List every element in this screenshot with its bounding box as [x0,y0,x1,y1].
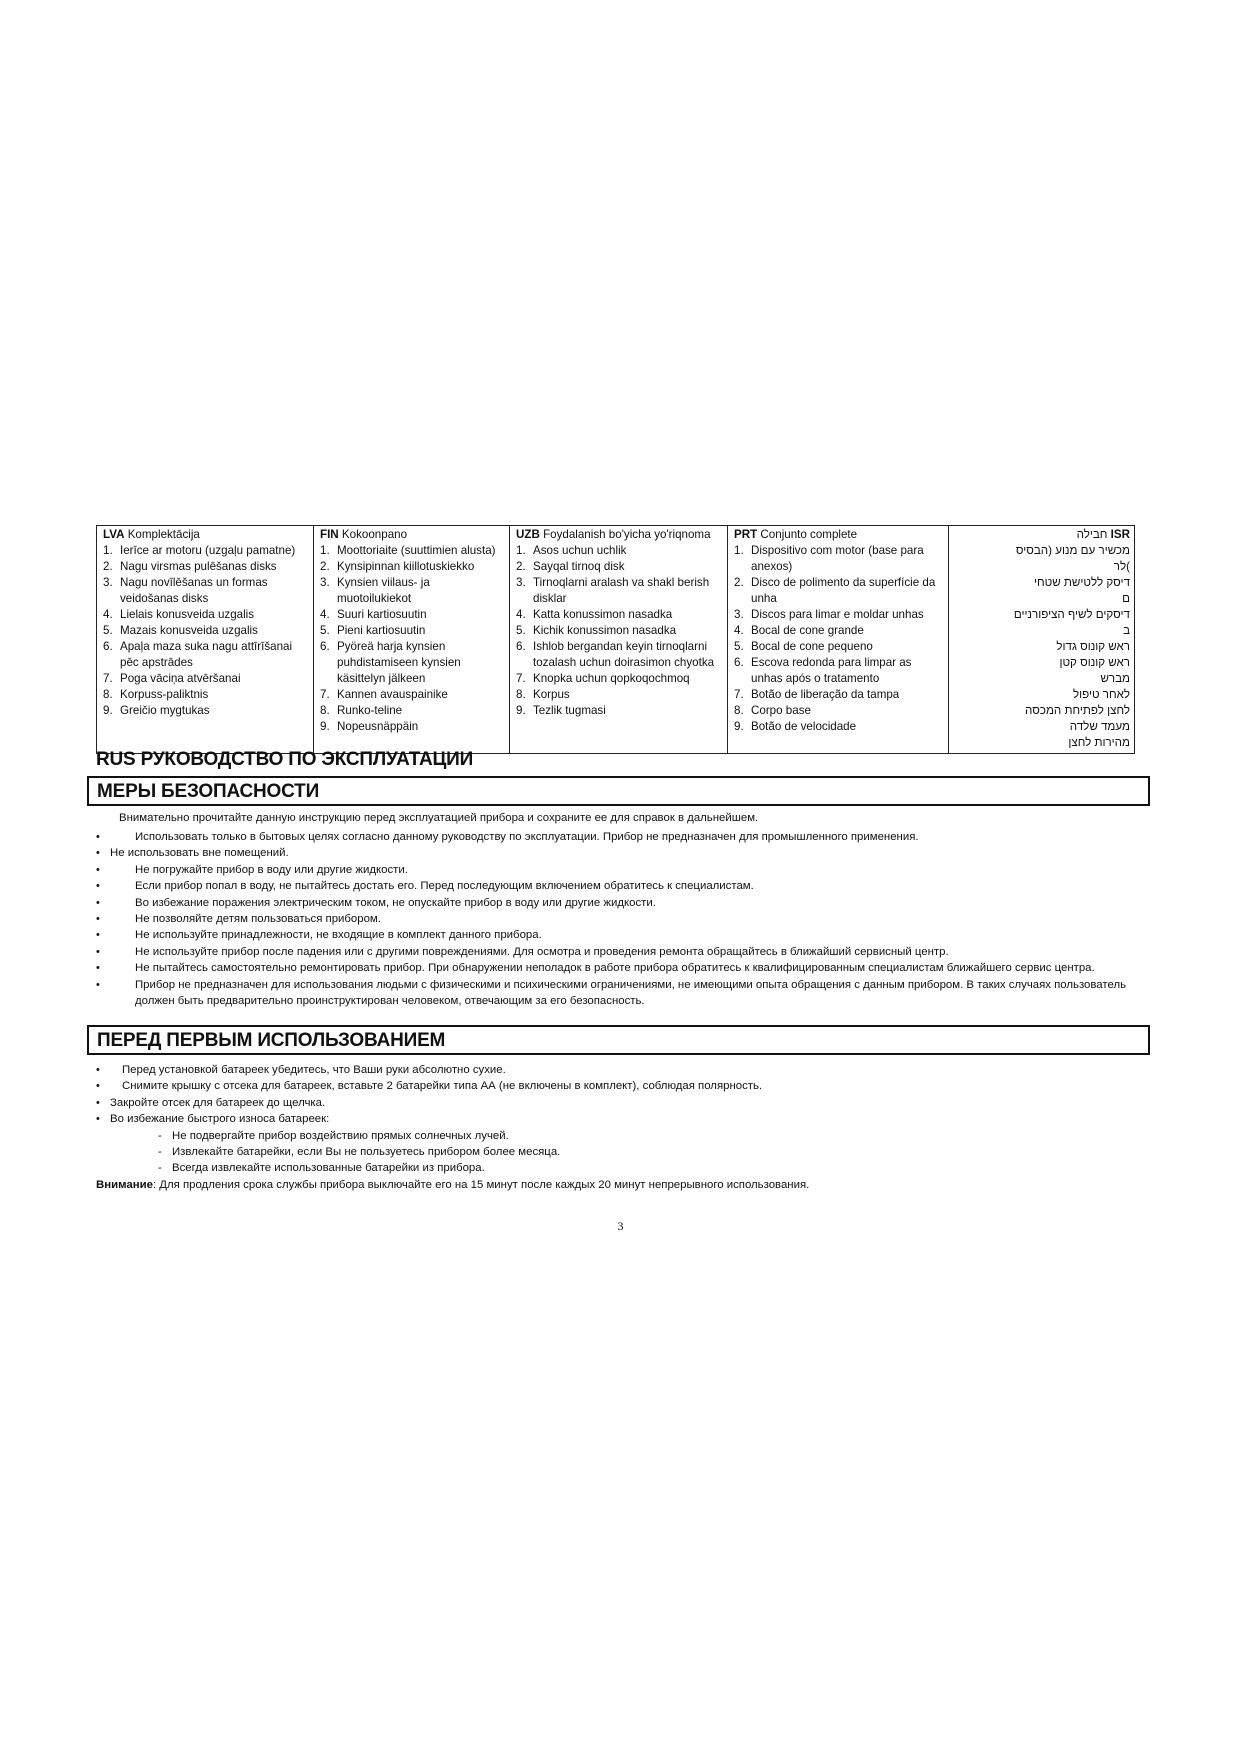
bullet-icon: • [96,929,100,942]
parts-list-item [955,719,1130,735]
bullet-icon: • [96,1080,100,1093]
safety-list [96,829,1146,1009]
language-code: UZB [516,528,540,541]
item-number: 7. [516,672,526,685]
parts-list-item [103,687,309,703]
item-line: Poga vāciņa atvēršanai [120,672,241,685]
item-number: 7. [320,688,330,701]
item-line: מהירות לחצן [1068,736,1130,749]
parts-list-item [320,623,505,639]
bullet-text: Не используйте принадлежности, не входящие в комплект данного прибора. [135,929,542,942]
parts-row [97,526,1135,754]
parts-list-item [516,543,723,559]
item-line: veidošanas disks [120,592,209,605]
parts-list-item [734,607,944,623]
before-use-heading: ПЕРЕД ПЕРВЫМ ИСПОЛЬЗОВАНИЕМ [87,1025,1150,1055]
item-line: disklar [533,592,567,605]
item-text [751,623,944,639]
parts-list-item [320,687,505,703]
column-title-text: חבילה [1076,528,1108,541]
item-line: Runko-teline [337,704,403,717]
battery-tip-text: Не подвергайте прибор воздействию прямых солнечных лучей. [172,1129,509,1142]
item-line: pēc apstrādes [120,656,193,669]
item-number: 8. [320,704,330,717]
item-line: unhas após o tratamento [751,672,880,685]
bullet-text: Не использовать вне помещений. [110,847,289,860]
column-title-text: Komplektācija [127,528,200,541]
item-line: Knopka uchun qopkoqochmoq [533,672,690,685]
item-number: 1. [734,544,744,557]
bullet-item [96,1078,1146,1094]
before-use-list [96,1062,1146,1128]
parts-list-item [516,639,723,671]
parts-list-item [955,575,1130,607]
attention-label: Внимание [96,1178,153,1191]
item-line: Pieni kartiosuutin [337,624,426,637]
parts-table [96,525,1135,754]
parts-column-isr [949,526,1135,754]
item-line: Dispositivo com motor (base para [751,544,924,557]
item-text [337,687,505,703]
item-number: 6. [103,640,113,653]
bullet-item [96,1095,1146,1111]
bullet-item [96,895,1146,911]
item-text [337,607,505,623]
item-line: muotoilukiekot [337,592,412,605]
item-number: 2. [734,576,744,589]
item-text [751,575,944,607]
item-number: 2. [103,560,113,573]
item-number: 4. [516,608,526,621]
item-line: Moottoriaite (suuttimien alusta) [337,544,496,557]
item-text [533,671,723,687]
item-text [337,575,505,607]
item-number: 1. [320,544,330,557]
item-text [120,607,309,623]
item-number: 9. [734,720,744,733]
item-line: Ishlob bergandan keyin tirnoqlarni [533,640,708,653]
parts-list-item [516,607,723,623]
item-text [120,575,309,607]
parts-list-item [103,623,309,639]
item-number: 9. [320,720,330,733]
parts-list-item [955,655,1130,671]
item-line: Disco de polimento da superfície da [751,576,936,589]
item-text [533,703,723,719]
parts-list-item [103,671,309,687]
bullet-item [96,878,1146,894]
bullet-text: Не пытайтесь самостоятельно ремонтировать прибор. При обнаружении неполадок в работе прибора обратитесь к квалифицированным специалистам ближайшего сервис центра. [135,962,1095,975]
item-number: 4. [103,608,113,621]
item-line: לאחר טיפול [1072,688,1130,701]
bullet-text: Прибор не предназначен для использования людьми с физическими и психическими ограничениями, не имеющими опыта обращения с данным прибором. В таких случаях пользователь должен быть предварительно проинструктирован человеком, отвечающим за его безопасность. [135,978,1127,1008]
battery-tip-text: Всегда извлекайте использованные батарейки из прибора. [172,1162,485,1175]
item-line: Sayqal tirnoq disk [533,560,625,573]
parts-list-item [516,703,723,719]
bullet-icon: • [96,896,100,909]
item-line: ראש קונוס קטן [1059,656,1130,669]
battery-tip-item [158,1128,1146,1144]
item-line: Bocal de cone grande [751,624,864,637]
parts-list-item [516,575,723,607]
item-line: Lielais konusveida uzgalis [120,608,255,621]
item-text [337,639,505,687]
parts-list-item [734,575,944,607]
item-number: 7. [734,688,744,701]
item-line: Botão de liberação da tampa [751,688,900,701]
item-number: 6. [320,640,330,653]
item-text [533,575,723,607]
item-number: 6. [734,656,744,669]
item-text [120,543,309,559]
parts-list-item [103,559,309,575]
dash-marker: - [158,1129,162,1142]
bullet-item [96,845,1146,861]
parts-list [103,543,309,719]
item-line: דיסקים לשיף הציפורניים [1013,608,1130,621]
battery-tip-text: Извлекайте батарейки, если Вы не пользуетесь прибором более месяца. [172,1146,561,1159]
attention-note [96,1177,1146,1193]
item-number: 8. [103,688,113,701]
item-text [533,543,723,559]
item-text [533,623,723,639]
parts-list-item [955,735,1130,751]
item-line: Botão de velocidade [751,720,857,733]
item-number: 4. [734,624,744,637]
parts-column-prt [728,526,949,754]
parts-list-item [955,687,1130,703]
bullet-item [96,1062,1146,1078]
bullet-icon: • [96,847,100,860]
item-line: käsittelyn jälkeen [337,672,426,685]
parts-list-item [103,575,309,607]
bullet-icon: • [96,831,100,843]
bullet-text: Закройте отсек для батареек до щелчка. [110,1096,326,1109]
parts-list-item [734,623,944,639]
item-text [533,559,723,575]
bullet-icon: • [96,863,100,876]
bullet-icon: • [96,880,100,893]
safety-intro: Внимательно прочитайте данную инструкцию перед эксплуатацией прибора и сохраните ее для справок в дальнейшем. [119,812,759,824]
item-text [337,623,505,639]
item-text [955,671,1130,687]
bullet-text: Во избежание поражения электрическим током, не опускайте прибор в воду или другие жидкости. [135,896,656,909]
dash-marker: - [158,1162,162,1175]
item-text [751,719,944,735]
bullet-icon: • [96,913,100,926]
item-line: Suuri kartiosuutin [337,608,427,621]
bullet-item [96,829,1146,845]
item-number: 5. [734,640,744,653]
item-line: Tirnoqlarni aralash va shakl berish [533,576,710,589]
column-title-text: Foydalanish bo'yicha yo'riqnoma [543,528,711,541]
safety-list-block [96,829,1146,1009]
item-line: ראש קונוס גדול [1056,640,1130,653]
parts-list-item [103,639,309,671]
bullet-item [96,927,1146,943]
item-number: 4. [320,608,330,621]
parts-list-item [320,559,505,575]
item-text [955,607,1130,639]
parts-column-lva [97,526,314,754]
parts-list-item [955,607,1130,639]
parts-list-item [955,543,1130,575]
parts-list [320,543,505,735]
parts-list [734,543,944,735]
item-line: מכשיר עם מנוע (הבסיס [1015,544,1130,557]
item-number: 1. [516,544,526,557]
item-text [751,639,944,655]
item-text [751,703,944,719]
item-line: )לר [1113,560,1130,573]
item-number: 5. [320,624,330,637]
item-line: מעמד שלדה [1069,720,1130,733]
item-text [751,607,944,623]
item-text [337,559,505,575]
item-line: Asos uchun uchlik [533,544,627,557]
parts-list-item [320,575,505,607]
language-code: PRT [734,528,758,541]
item-line: unha [751,592,777,605]
item-text [955,735,1130,751]
item-line: Ierīce ar motoru (uzgaļu pamatne) [120,544,296,557]
bullet-icon: • [96,962,100,975]
parts-list-item [516,687,723,703]
item-line: Kynsipinnan kiillotuskiekko [337,560,475,573]
parts-column-title [955,527,1130,543]
item-number: 7. [103,672,113,685]
dash-marker: - [158,1146,162,1159]
item-line: לחצן לפתיחת המכסה [1025,704,1130,717]
parts-list-item [516,559,723,575]
item-text [120,559,309,575]
parts-column-title [320,527,505,543]
item-text [955,687,1130,703]
column-title-text: Kokoonpano [341,528,408,541]
bullet-icon: • [96,1113,100,1126]
bullet-item [96,862,1146,878]
item-text [533,687,723,703]
bullet-text: Не используйте прибор после падения или с другими повреждениями. Для осмотра и проведения ремонта обращайтесь в ближайший сервисный центр. [135,945,949,958]
parts-list-item [103,703,309,719]
item-text [955,719,1130,735]
battery-tip-item [158,1144,1146,1160]
item-text [751,543,944,575]
item-number: 5. [103,624,113,637]
parts-list-item [955,639,1130,655]
item-line: Apaļa maza suka nagu attīrīšanai [120,640,293,653]
bullet-text: Если прибор попал в воду, не пытайтесь достать его. Перед последующим включением обратитесь к специалистам. [135,880,754,893]
item-text [120,703,309,719]
item-number: 6. [516,640,526,653]
item-line: Katta konussimon nasadka [533,608,673,621]
item-line: ב [1123,624,1130,637]
bullet-item [96,944,1146,960]
item-text [337,703,505,719]
item-line: Discos para limar e moldar unhas [751,608,924,621]
item-text [955,543,1130,575]
item-line: Pyöreä harja kynsien [337,640,446,653]
parts-list-item [734,655,944,687]
item-text [533,639,723,671]
item-line: Korpuss-paliktnis [120,688,209,701]
bullet-item [96,1111,1146,1127]
battery-tips-list [96,1128,1146,1177]
parts-column-title [516,527,723,543]
parts-list-item [734,543,944,575]
parts-list-item [516,671,723,687]
bullet-text: Не позволяйте детям пользоваться прибором. [135,913,381,926]
item-number: 2. [516,560,526,573]
parts-list-item [320,639,505,687]
bullet-text: Использовать только в бытовых целях согласно данному руководству по эксплуатации. Прибор не предназначен для промышленного применения. [135,831,919,843]
item-number: 3. [734,608,744,621]
parts-list-item [320,607,505,623]
parts-list-item [320,543,505,559]
item-text [955,655,1130,671]
item-text [120,687,309,703]
bullet-icon: • [96,1064,100,1076]
item-text [533,607,723,623]
item-text [337,543,505,559]
parts-column-title [103,527,309,543]
item-number: 3. [320,576,330,589]
item-text [955,639,1130,655]
parts-list-item [320,703,505,719]
item-number: 2. [320,560,330,573]
parts-list-item [734,687,944,703]
bullet-item [96,911,1146,927]
item-line: Bocal de cone pequeno [751,640,873,653]
column-title-text: Conjunto complete [760,528,858,541]
item-line: Mazais konusveida uzgalis [120,624,258,637]
item-number: 3. [103,576,113,589]
battery-tip-item [158,1160,1146,1176]
item-text [120,671,309,687]
item-line: Kichik konussimon nasadka [533,624,677,637]
item-line: puhdistamiseen kynsien [337,656,461,669]
item-text [751,687,944,703]
item-line: Kynsien viilaus- ja [337,576,430,589]
language-code: ISR [1110,528,1130,541]
parts-list-item [103,607,309,623]
safety-heading: МЕРЫ БЕЗОПАСНОСТИ [87,776,1150,806]
item-number: 5. [516,624,526,637]
parts-list-item [516,623,723,639]
bullet-text: Снимите крышку с отсека для батареек, вставьте 2 батарейки типа АА (не включены в комплект), соблюдая полярность. [122,1080,763,1093]
item-line: ם [1122,592,1130,605]
parts-list-item [734,639,944,655]
before-use-block [96,1062,1146,1193]
language-code: LVA [103,528,125,541]
item-text [955,703,1130,719]
parts-list [516,543,723,719]
item-number: 9. [103,704,113,717]
parts-list-item [103,543,309,559]
item-line: Greičio mygtukas [120,704,210,717]
item-number: 3. [516,576,526,589]
bullet-text: Перед установкой батареек убедитесь, что Ваши руки абсолютно сухие. [122,1064,506,1076]
bullet-item [96,960,1146,976]
item-line: דיסק ללטישת שטחי [1034,576,1130,589]
item-line: Nopeusnäppäin [337,720,419,733]
item-line: Korpus [533,688,570,701]
bullet-text: Во избежание быстрого износа батареек: [110,1113,330,1126]
item-number: 8. [516,688,526,701]
bullet-icon: • [96,978,100,991]
bullet-item [96,977,1146,1010]
item-line: מברש [1100,672,1130,685]
bullet-text: Не погружайте прибор в воду или другие жидкости. [135,863,408,876]
item-line: Nagu novīlēšanas un formas [120,576,268,589]
item-line: anexos) [751,560,793,573]
item-line: Escova redonda para limpar as [751,656,912,669]
page-number: 3 [617,1219,624,1233]
language-code: FIN [320,528,339,541]
item-line: Tezlik tugmasi [533,704,606,717]
item-text [751,655,944,687]
parts-column-title [734,527,944,543]
parts-list-item [955,671,1130,687]
parts-column-uzb [510,526,728,754]
parts-list-item [320,719,505,735]
item-text [337,719,505,735]
bullet-icon: • [96,1096,100,1109]
item-line: Nagu virsmas pulēšanas disks [120,560,277,573]
item-number: 1. [103,544,113,557]
item-line: Kannen avauspainike [337,688,448,701]
parts-list-item [734,703,944,719]
item-number: 8. [734,704,744,717]
attention-text: : Для продления срока службы прибора выключайте его на 15 минут после каждых 20 минут непрерывного использования. [152,1178,810,1191]
bullet-icon: • [96,945,100,958]
parts-list-item [955,703,1130,719]
parts-list-item [734,719,944,735]
item-number: 9. [516,704,526,717]
item-text [120,623,309,639]
parts-list [955,543,1130,751]
language-heading: RUS РУКОВОДСТВО ПО ЭКСПЛУАТАЦИИ [96,749,474,770]
item-text [120,639,309,671]
item-text [955,575,1130,607]
item-line: Corpo base [751,704,811,717]
item-line: tozalash uchun doirasimon chyotka [533,656,715,669]
parts-column-fin [314,526,510,754]
